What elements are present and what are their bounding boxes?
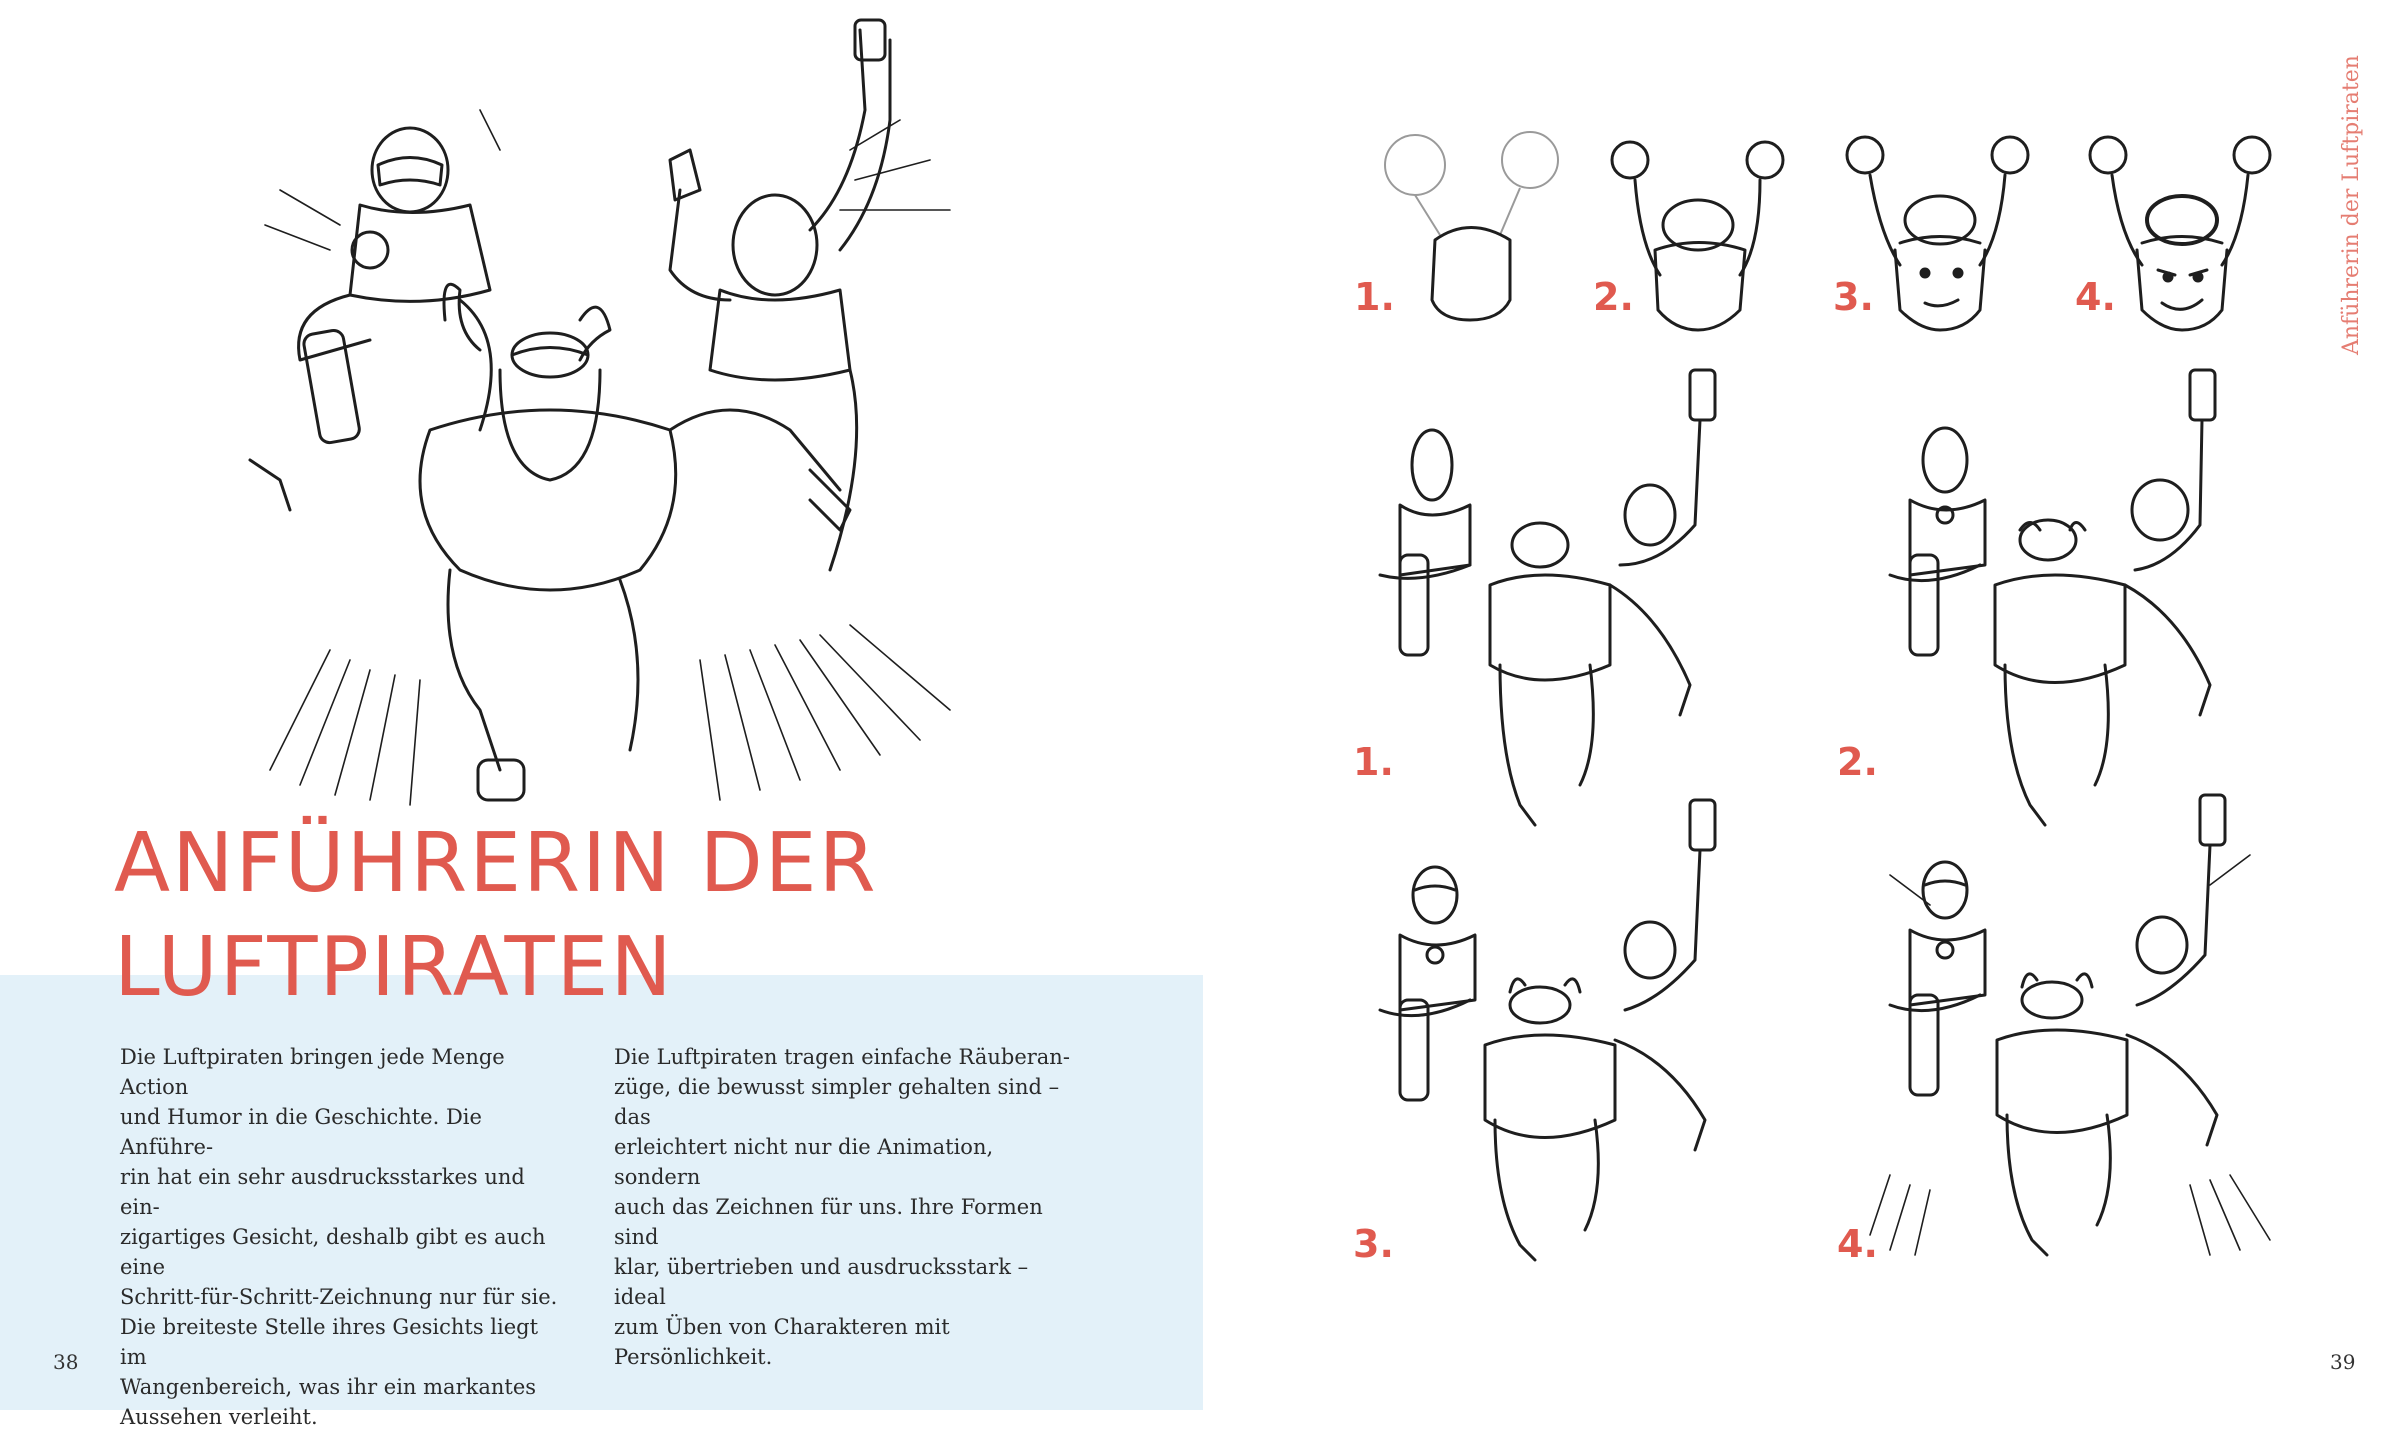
page-number-left: 38 — [53, 1350, 79, 1374]
text-line: zum Üben von Charakteren mit Persönlichkeit. — [614, 1315, 950, 1369]
text-column-2 — [614, 1042, 1084, 1372]
title-line-2: LUFTPIRATEN — [114, 920, 674, 1015]
title-line-1: ANFÜHRERIN DER — [114, 816, 878, 911]
text-line: Aussehen verleiht. — [120, 1405, 318, 1429]
group-step-drawing-4 — [1870, 795, 2290, 1265]
group-step-drawing-3 — [1360, 800, 1730, 1270]
text-column-1 — [120, 1042, 570, 1432]
text-line: klar, übertrieben und ausdrucksstark – ideal — [614, 1255, 1029, 1309]
face-step-label: 2. — [1593, 275, 1634, 319]
text-line: zigartiges Gesicht, deshalb gibt es auch eine — [120, 1225, 546, 1279]
text-line: rin hat ein sehr ausdrucksstarkes und ein- — [120, 1165, 525, 1219]
face-step-drawing-1 — [1370, 125, 1560, 325]
text-line: Wangenbereich, was ihr ein markantes — [120, 1375, 537, 1399]
page-number-right: 39 — [2330, 1350, 2356, 1374]
text-line: Die Luftpiraten tragen einfache Räuberan- — [614, 1045, 1070, 1069]
group-step-label: 1. — [1353, 740, 1394, 784]
text-line: und Humor in die Geschichte. Die Anführe- — [120, 1105, 482, 1159]
text-line: Schritt-für-Schritt-Zeichnung nur für sie. — [120, 1285, 558, 1309]
text-line: Die Luftpiraten bringen jede Menge Action — [120, 1045, 505, 1099]
group-step-drawing-2 — [1870, 365, 2240, 835]
page-title — [114, 812, 878, 1020]
group-step-label: 3. — [1353, 1222, 1394, 1266]
face-step-label: 4. — [2075, 275, 2116, 319]
text-line: züge, die bewusst simpler gehalten sind – das — [614, 1075, 1060, 1129]
text-line: erleichtert nicht nur die Animation, sondern — [614, 1135, 994, 1189]
face-step-label: 1. — [1354, 275, 1395, 319]
main-group-illustration — [250, 10, 970, 810]
group-step-drawing-1 — [1360, 365, 1730, 835]
group-step-label: 4. — [1837, 1222, 1878, 1266]
group-step-label: 2. — [1837, 740, 1878, 784]
face-step-label: 3. — [1833, 275, 1874, 319]
text-line: Die breiteste Stelle ihres Gesichts liegt im — [120, 1315, 539, 1369]
text-line: auch das Zeichnen für uns. Ihre Formen sind — [614, 1195, 1043, 1249]
running-header-vertical: Anführerin der Luftpiraten — [2339, 55, 2364, 355]
left-page — [0, 0, 1200, 1429]
